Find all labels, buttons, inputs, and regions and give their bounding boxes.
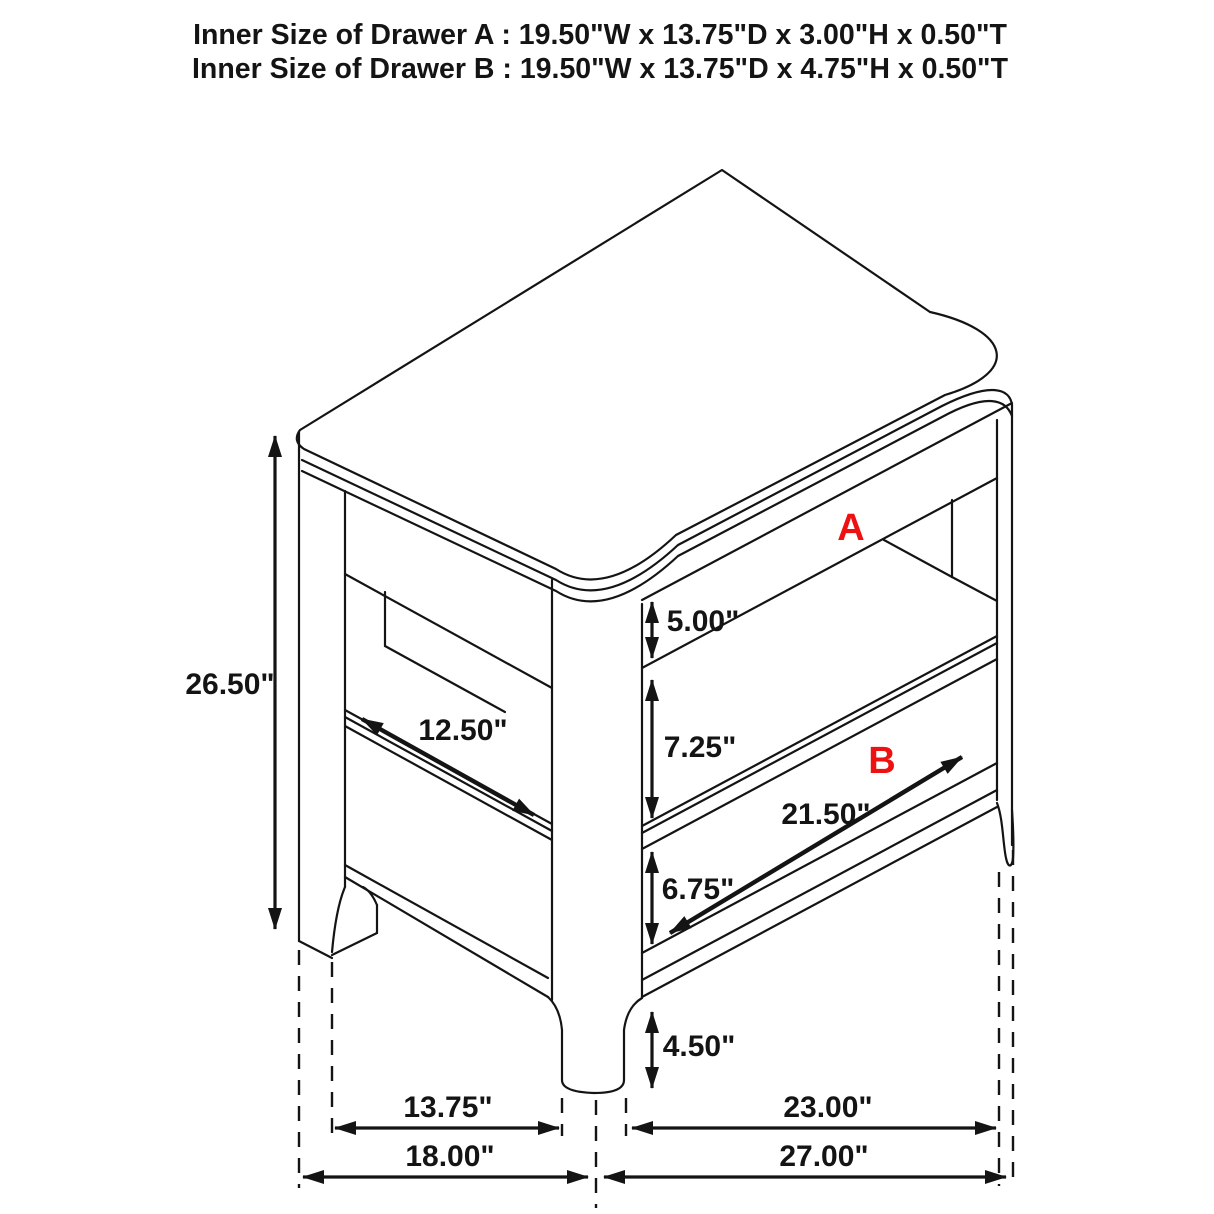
- drawer-b-height-label: 6.75": [661, 873, 735, 906]
- drawer-a-letter: A: [837, 507, 865, 549]
- side-depth-label: 18.00": [405, 1140, 495, 1173]
- drawer-a-height-label: 5.00": [666, 605, 740, 638]
- front-width-label: 27.00": [779, 1140, 869, 1173]
- drawer-b-letter: B: [868, 740, 896, 782]
- shelf-depth-label: 12.50": [418, 714, 508, 747]
- title-drawer-b-size: Inner Size of Drawer B : 19.50"W x 13.75"D x 4.75"H x 0.50"T: [192, 53, 1008, 85]
- shelf-opening-height-label: 7.25": [663, 731, 737, 764]
- front-leg-span-label: 23.00": [783, 1091, 873, 1124]
- title-drawer-a-size: Inner Size of Drawer A : 19.50"W x 13.75"D x 3.00"H x 0.50"T: [193, 19, 1007, 51]
- leg-height-label: 4.50": [662, 1030, 736, 1063]
- side-leg-span-label: 13.75": [403, 1091, 493, 1124]
- overall-height-label: 26.50": [185, 668, 275, 701]
- drawer-b-width-label: 21.50": [781, 798, 871, 831]
